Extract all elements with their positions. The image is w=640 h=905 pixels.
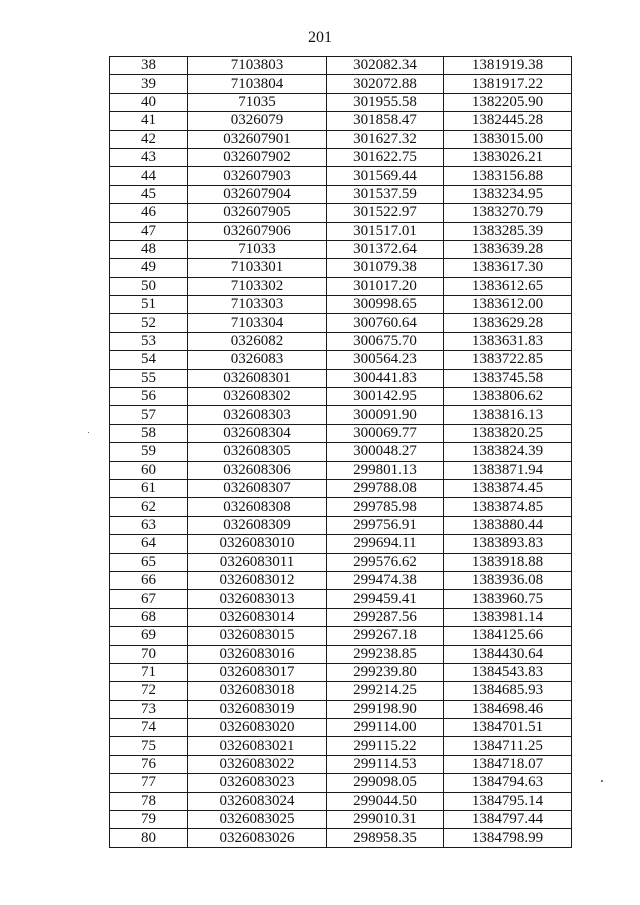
x-coordinate-cell: 299459.41 xyxy=(327,590,444,608)
y-coordinate-cell: 1383806.62 xyxy=(444,388,572,406)
y-coordinate-cell: 1384797.44 xyxy=(444,811,572,829)
point-number-cell: 63 xyxy=(110,516,188,534)
point-number-cell: 47 xyxy=(110,222,188,240)
y-coordinate-cell: 1383880.44 xyxy=(444,516,572,534)
point-number-cell: 61 xyxy=(110,479,188,497)
point-number-cell: 71 xyxy=(110,663,188,681)
point-code-cell: 032607901 xyxy=(188,130,327,148)
x-coordinate-cell: 299287.56 xyxy=(327,608,444,626)
y-coordinate-cell: 1383617.30 xyxy=(444,259,572,277)
point-number-cell: 67 xyxy=(110,590,188,608)
point-number-cell: 44 xyxy=(110,167,188,185)
point-code-cell: 032607903 xyxy=(188,167,327,185)
table-row xyxy=(110,627,572,645)
point-code-cell: 7103804 xyxy=(188,75,327,93)
point-code-cell: 7103303 xyxy=(188,296,327,314)
x-coordinate-cell: 301569.44 xyxy=(327,167,444,185)
table-row xyxy=(110,75,572,93)
x-coordinate-cell: 301517.01 xyxy=(327,222,444,240)
y-coordinate-cell: 1383960.75 xyxy=(444,590,572,608)
x-coordinate-cell: 300441.83 xyxy=(327,369,444,387)
point-code-cell: 0326083019 xyxy=(188,700,327,718)
table-row xyxy=(110,774,572,792)
point-number-cell: 64 xyxy=(110,535,188,553)
y-coordinate-cell: 1383820.25 xyxy=(444,424,572,442)
x-coordinate-cell: 300091.90 xyxy=(327,406,444,424)
point-code-cell: 0326079 xyxy=(188,112,327,130)
point-number-cell: 60 xyxy=(110,461,188,479)
point-number-cell: 65 xyxy=(110,553,188,571)
table-row xyxy=(110,93,572,111)
y-coordinate-cell: 1381919.38 xyxy=(444,57,572,75)
y-coordinate-cell: 1383629.28 xyxy=(444,314,572,332)
x-coordinate-cell: 299114.53 xyxy=(327,755,444,773)
y-coordinate-cell: 1383722.85 xyxy=(444,351,572,369)
page-number: 201 xyxy=(308,29,332,46)
x-coordinate-cell: 299239.80 xyxy=(327,663,444,681)
point-code-cell: 0326083022 xyxy=(188,755,327,773)
y-coordinate-cell: 1382445.28 xyxy=(444,112,572,130)
point-number-cell: 50 xyxy=(110,277,188,295)
point-number-cell: 48 xyxy=(110,240,188,258)
x-coordinate-cell: 301372.64 xyxy=(327,240,444,258)
point-number-cell: 79 xyxy=(110,811,188,829)
x-coordinate-cell: 300675.70 xyxy=(327,332,444,350)
point-number-cell: 73 xyxy=(110,700,188,718)
point-code-cell: 032608309 xyxy=(188,516,327,534)
coordinates-table xyxy=(109,56,572,848)
point-number-cell: 59 xyxy=(110,443,188,461)
point-code-cell: 0326083021 xyxy=(188,737,327,755)
scan-speck xyxy=(88,432,89,433)
point-code-cell: 0326083016 xyxy=(188,645,327,663)
y-coordinate-cell: 1383015.00 xyxy=(444,130,572,148)
point-number-cell: 78 xyxy=(110,792,188,810)
table-row xyxy=(110,277,572,295)
point-code-cell: 0326083024 xyxy=(188,792,327,810)
y-coordinate-cell: 1383631.83 xyxy=(444,332,572,350)
x-coordinate-cell: 299694.11 xyxy=(327,535,444,553)
table-row xyxy=(110,571,572,589)
table-row xyxy=(110,498,572,516)
point-code-cell: 0326083 xyxy=(188,351,327,369)
x-coordinate-cell: 299756.91 xyxy=(327,516,444,534)
x-coordinate-cell: 300760.64 xyxy=(327,314,444,332)
table-row xyxy=(110,351,572,369)
y-coordinate-cell: 1383285.39 xyxy=(444,222,572,240)
y-coordinate-cell: 1384711.25 xyxy=(444,737,572,755)
point-code-cell: 0326083010 xyxy=(188,535,327,553)
y-coordinate-cell: 1384685.93 xyxy=(444,682,572,700)
table-row xyxy=(110,222,572,240)
point-number-cell: 76 xyxy=(110,755,188,773)
y-coordinate-cell: 1384795.14 xyxy=(444,792,572,810)
table-row xyxy=(110,369,572,387)
x-coordinate-cell: 299785.98 xyxy=(327,498,444,516)
point-code-cell: 0326083026 xyxy=(188,829,327,847)
y-coordinate-cell: 1383745.58 xyxy=(444,369,572,387)
x-coordinate-cell: 301627.32 xyxy=(327,130,444,148)
point-code-cell: 0326083025 xyxy=(188,811,327,829)
table-row xyxy=(110,682,572,700)
table-row xyxy=(110,424,572,442)
table-row xyxy=(110,259,572,277)
y-coordinate-cell: 1383981.14 xyxy=(444,608,572,626)
point-code-cell: 7103301 xyxy=(188,259,327,277)
point-number-cell: 58 xyxy=(110,424,188,442)
point-code-cell: 71033 xyxy=(188,240,327,258)
x-coordinate-cell: 302082.34 xyxy=(327,57,444,75)
x-coordinate-cell: 300069.77 xyxy=(327,424,444,442)
point-code-cell: 032607904 xyxy=(188,185,327,203)
point-number-cell: 46 xyxy=(110,204,188,222)
point-code-cell: 032607905 xyxy=(188,204,327,222)
point-number-cell: 75 xyxy=(110,737,188,755)
point-number-cell: 41 xyxy=(110,112,188,130)
y-coordinate-cell: 1384430.64 xyxy=(444,645,572,663)
point-code-cell: 0326083020 xyxy=(188,719,327,737)
point-code-cell: 7103302 xyxy=(188,277,327,295)
x-coordinate-cell: 299010.31 xyxy=(327,811,444,829)
point-code-cell: 0326083023 xyxy=(188,774,327,792)
x-coordinate-cell: 299214.25 xyxy=(327,682,444,700)
table-row xyxy=(110,645,572,663)
table-row xyxy=(110,719,572,737)
point-number-cell: 55 xyxy=(110,369,188,387)
point-number-cell: 70 xyxy=(110,645,188,663)
y-coordinate-cell: 1383918.88 xyxy=(444,553,572,571)
table-row xyxy=(110,811,572,829)
point-code-cell: 032608301 xyxy=(188,369,327,387)
x-coordinate-cell: 301622.75 xyxy=(327,148,444,166)
point-number-cell: 39 xyxy=(110,75,188,93)
x-coordinate-cell: 300142.95 xyxy=(327,388,444,406)
x-coordinate-cell: 300564.23 xyxy=(327,351,444,369)
table-row xyxy=(110,167,572,185)
point-number-cell: 68 xyxy=(110,608,188,626)
point-number-cell: 56 xyxy=(110,388,188,406)
y-coordinate-cell: 1384718.07 xyxy=(444,755,572,773)
x-coordinate-cell: 301522.97 xyxy=(327,204,444,222)
table-row xyxy=(110,479,572,497)
point-code-cell: 032608303 xyxy=(188,406,327,424)
point-number-cell: 52 xyxy=(110,314,188,332)
table-row xyxy=(110,700,572,718)
table-row xyxy=(110,461,572,479)
x-coordinate-cell: 301858.47 xyxy=(327,112,444,130)
point-code-cell: 0326082 xyxy=(188,332,327,350)
y-coordinate-cell: 1383936.08 xyxy=(444,571,572,589)
point-number-cell: 80 xyxy=(110,829,188,847)
coordinates-table-container xyxy=(109,56,572,848)
x-coordinate-cell: 301079.38 xyxy=(327,259,444,277)
table-row xyxy=(110,553,572,571)
point-number-cell: 66 xyxy=(110,571,188,589)
point-number-cell: 51 xyxy=(110,296,188,314)
point-number-cell: 57 xyxy=(110,406,188,424)
table-row xyxy=(110,443,572,461)
table-row xyxy=(110,737,572,755)
y-coordinate-cell: 1384701.51 xyxy=(444,719,572,737)
y-coordinate-cell: 1383234.95 xyxy=(444,185,572,203)
y-coordinate-cell: 1383612.65 xyxy=(444,277,572,295)
point-number-cell: 45 xyxy=(110,185,188,203)
table-row xyxy=(110,535,572,553)
point-number-cell: 54 xyxy=(110,351,188,369)
x-coordinate-cell: 299576.62 xyxy=(327,553,444,571)
point-code-cell: 032608302 xyxy=(188,388,327,406)
x-coordinate-cell: 299238.85 xyxy=(327,645,444,663)
y-coordinate-cell: 1383874.85 xyxy=(444,498,572,516)
point-number-cell: 40 xyxy=(110,93,188,111)
y-coordinate-cell: 1383816.13 xyxy=(444,406,572,424)
point-number-cell: 62 xyxy=(110,498,188,516)
y-coordinate-cell: 1383026.21 xyxy=(444,148,572,166)
x-coordinate-cell: 298958.35 xyxy=(327,829,444,847)
y-coordinate-cell: 1383639.28 xyxy=(444,240,572,258)
point-code-cell: 0326083018 xyxy=(188,682,327,700)
point-number-cell: 74 xyxy=(110,719,188,737)
point-code-cell: 032608308 xyxy=(188,498,327,516)
table-row xyxy=(110,406,572,424)
point-code-cell: 0326083017 xyxy=(188,663,327,681)
point-code-cell: 71035 xyxy=(188,93,327,111)
point-code-cell: 032608307 xyxy=(188,479,327,497)
y-coordinate-cell: 1383871.94 xyxy=(444,461,572,479)
y-coordinate-cell: 1384125.66 xyxy=(444,627,572,645)
x-coordinate-cell: 299198.90 xyxy=(327,700,444,718)
point-code-cell: 0326083012 xyxy=(188,571,327,589)
table-row xyxy=(110,130,572,148)
y-coordinate-cell: 1383612.00 xyxy=(444,296,572,314)
x-coordinate-cell: 300998.65 xyxy=(327,296,444,314)
y-coordinate-cell: 1384794.63 xyxy=(444,774,572,792)
point-code-cell: 7103803 xyxy=(188,57,327,75)
table-row xyxy=(110,240,572,258)
y-coordinate-cell: 1381917.22 xyxy=(444,75,572,93)
point-number-cell: 49 xyxy=(110,259,188,277)
point-number-cell: 77 xyxy=(110,774,188,792)
y-coordinate-cell: 1383156.88 xyxy=(444,167,572,185)
table-row xyxy=(110,296,572,314)
point-number-cell: 72 xyxy=(110,682,188,700)
x-coordinate-cell: 299098.05 xyxy=(327,774,444,792)
point-code-cell: 0326083013 xyxy=(188,590,327,608)
y-coordinate-cell: 1384698.46 xyxy=(444,700,572,718)
x-coordinate-cell: 302072.88 xyxy=(327,75,444,93)
table-row xyxy=(110,57,572,75)
y-coordinate-cell: 1382205.90 xyxy=(444,93,572,111)
table-row xyxy=(110,590,572,608)
table-row xyxy=(110,204,572,222)
x-coordinate-cell: 299801.13 xyxy=(327,461,444,479)
table-row xyxy=(110,314,572,332)
y-coordinate-cell: 1384798.99 xyxy=(444,829,572,847)
x-coordinate-cell: 301017.20 xyxy=(327,277,444,295)
x-coordinate-cell: 299115.22 xyxy=(327,737,444,755)
table-row xyxy=(110,663,572,681)
point-code-cell: 032607902 xyxy=(188,148,327,166)
table-row xyxy=(110,112,572,130)
table-row xyxy=(110,755,572,773)
x-coordinate-cell: 299788.08 xyxy=(327,479,444,497)
point-number-cell: 42 xyxy=(110,130,188,148)
x-coordinate-cell: 301537.59 xyxy=(327,185,444,203)
y-coordinate-cell: 1383893.83 xyxy=(444,535,572,553)
y-coordinate-cell: 1383824.39 xyxy=(444,443,572,461)
x-coordinate-cell: 299044.50 xyxy=(327,792,444,810)
point-code-cell: 032608304 xyxy=(188,424,327,442)
point-code-cell: 032608306 xyxy=(188,461,327,479)
table-row xyxy=(110,332,572,350)
point-number-cell: 69 xyxy=(110,627,188,645)
point-number-cell: 53 xyxy=(110,332,188,350)
point-code-cell: 032608305 xyxy=(188,443,327,461)
x-coordinate-cell: 301955.58 xyxy=(327,93,444,111)
point-code-cell: 0326083015 xyxy=(188,627,327,645)
y-coordinate-cell: 1384543.83 xyxy=(444,663,572,681)
table-row xyxy=(110,148,572,166)
table-row xyxy=(110,516,572,534)
x-coordinate-cell: 299267.18 xyxy=(327,627,444,645)
table-body xyxy=(110,57,572,848)
point-code-cell: 0326083014 xyxy=(188,608,327,626)
point-code-cell: 0326083011 xyxy=(188,553,327,571)
x-coordinate-cell: 300048.27 xyxy=(327,443,444,461)
point-number-cell: 38 xyxy=(110,57,188,75)
x-coordinate-cell: 299474.38 xyxy=(327,571,444,589)
x-coordinate-cell: 299114.00 xyxy=(327,719,444,737)
point-code-cell: 7103304 xyxy=(188,314,327,332)
table-row xyxy=(110,829,572,847)
table-row xyxy=(110,185,572,203)
table-row xyxy=(110,388,572,406)
table-row xyxy=(110,608,572,626)
y-coordinate-cell: 1383270.79 xyxy=(444,204,572,222)
scan-speck xyxy=(601,780,603,782)
y-coordinate-cell: 1383874.45 xyxy=(444,479,572,497)
point-code-cell: 032607906 xyxy=(188,222,327,240)
table-row xyxy=(110,792,572,810)
point-number-cell: 43 xyxy=(110,148,188,166)
